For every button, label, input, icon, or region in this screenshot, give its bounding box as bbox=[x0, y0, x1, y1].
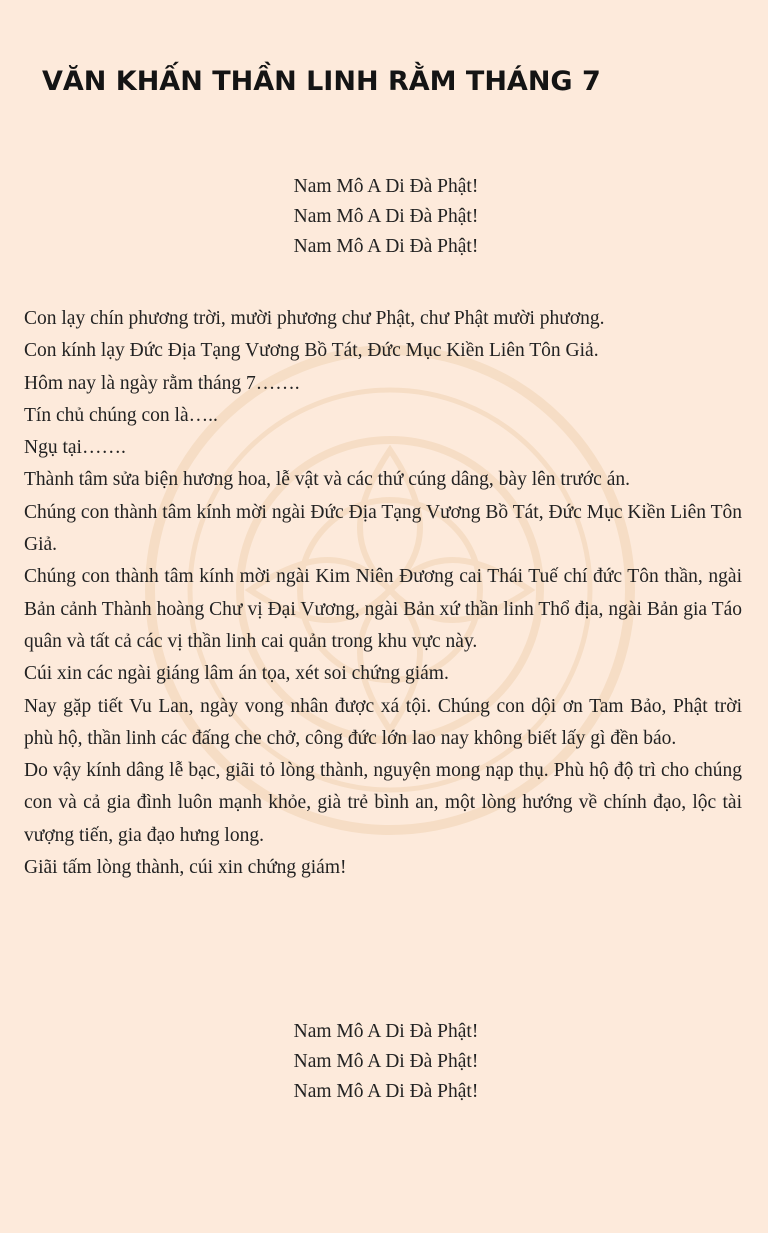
prayer-paragraph: Chúng con thành tâm kính mời ngài Đức Địa Tạng Vương Bồ Tát, Đức Mục Kiền Liên Tôn Giả. bbox=[24, 501, 742, 556]
invocation-line: Nam Mô A Di Đà Phật! bbox=[293, 1051, 479, 1072]
invocation-line: Nam Mô A Di Đà Phật! bbox=[293, 1021, 479, 1042]
invocation-line: Nam Mô A Di Đà Phật! bbox=[293, 206, 479, 227]
prayer-paragraph: Chúng con thành tâm kính mời ngài Kim Niên Đương cai Thái Tuế chí đức Tôn thần, ngài Bản cảnh Thành hoàng Chư vị Đại Vương, ngài Bản xứ thần linh Thổ địa, ngài Bản gia Táo quân và tất cả các vị thần linh cai quản trong khu vực này. bbox=[24, 566, 742, 652]
prayer-paragraph: Tín chủ chúng con là….. bbox=[24, 404, 218, 426]
prayer-paragraph: Nay gặp tiết Vu Lan, ngày vong nhân được xá tội. Chúng con dội ơn Tam Bảo, Phật trời phù hộ, thần linh các đấng che chở, công đức lớn lao nay không biết lấy gì đền báo. bbox=[24, 695, 742, 749]
closing-invocation bbox=[0, 1017, 768, 1107]
prayer-paragraph: Giãi tấm lòng thành, cúi xin chứng giám! bbox=[24, 857, 347, 879]
page-title: VĂN KHẤN THẦN LINH RẰM THÁNG 7 bbox=[42, 66, 601, 97]
prayer-paragraph: Con kính lạy Đức Địa Tạng Vương Bồ Tát, Đức Mục Kiền Liên Tôn Giả. bbox=[24, 340, 599, 362]
prayer-body bbox=[24, 303, 742, 884]
prayer-paragraph: Ngụ tại……. bbox=[24, 437, 126, 459]
prayer-paragraph: Con lạy chín phương trời, mười phương chư Phật, chư Phật mười phương. bbox=[24, 308, 605, 329]
prayer-paragraph: Do vậy kính dâng lễ bạc, giãi tỏ lòng thành, nguyện mong nạp thụ. Phù hộ độ trì cho chúng con và cả gia đình luôn mạnh khỏe, già trẻ bình an, một lòng hướng về chính đạo, lộc tài vượng tiến, gia đạo hưng long. bbox=[24, 760, 742, 846]
invocation-line: Nam Mô A Di Đà Phật! bbox=[293, 176, 479, 197]
opening-invocation bbox=[0, 172, 768, 262]
invocation-line: Nam Mô A Di Đà Phật! bbox=[293, 236, 479, 257]
prayer-paragraph: Cúi xin các ngài giáng lâm án tọa, xét soi chứng giám. bbox=[24, 663, 449, 685]
prayer-paragraph: Hôm nay là ngày rằm tháng 7……. bbox=[24, 372, 300, 394]
prayer-paragraph: Thành tâm sửa biện hương hoa, lễ vật và các thứ cúng dâng, bày lên trước án. bbox=[24, 469, 630, 491]
invocation-line: Nam Mô A Di Đà Phật! bbox=[293, 1081, 479, 1102]
